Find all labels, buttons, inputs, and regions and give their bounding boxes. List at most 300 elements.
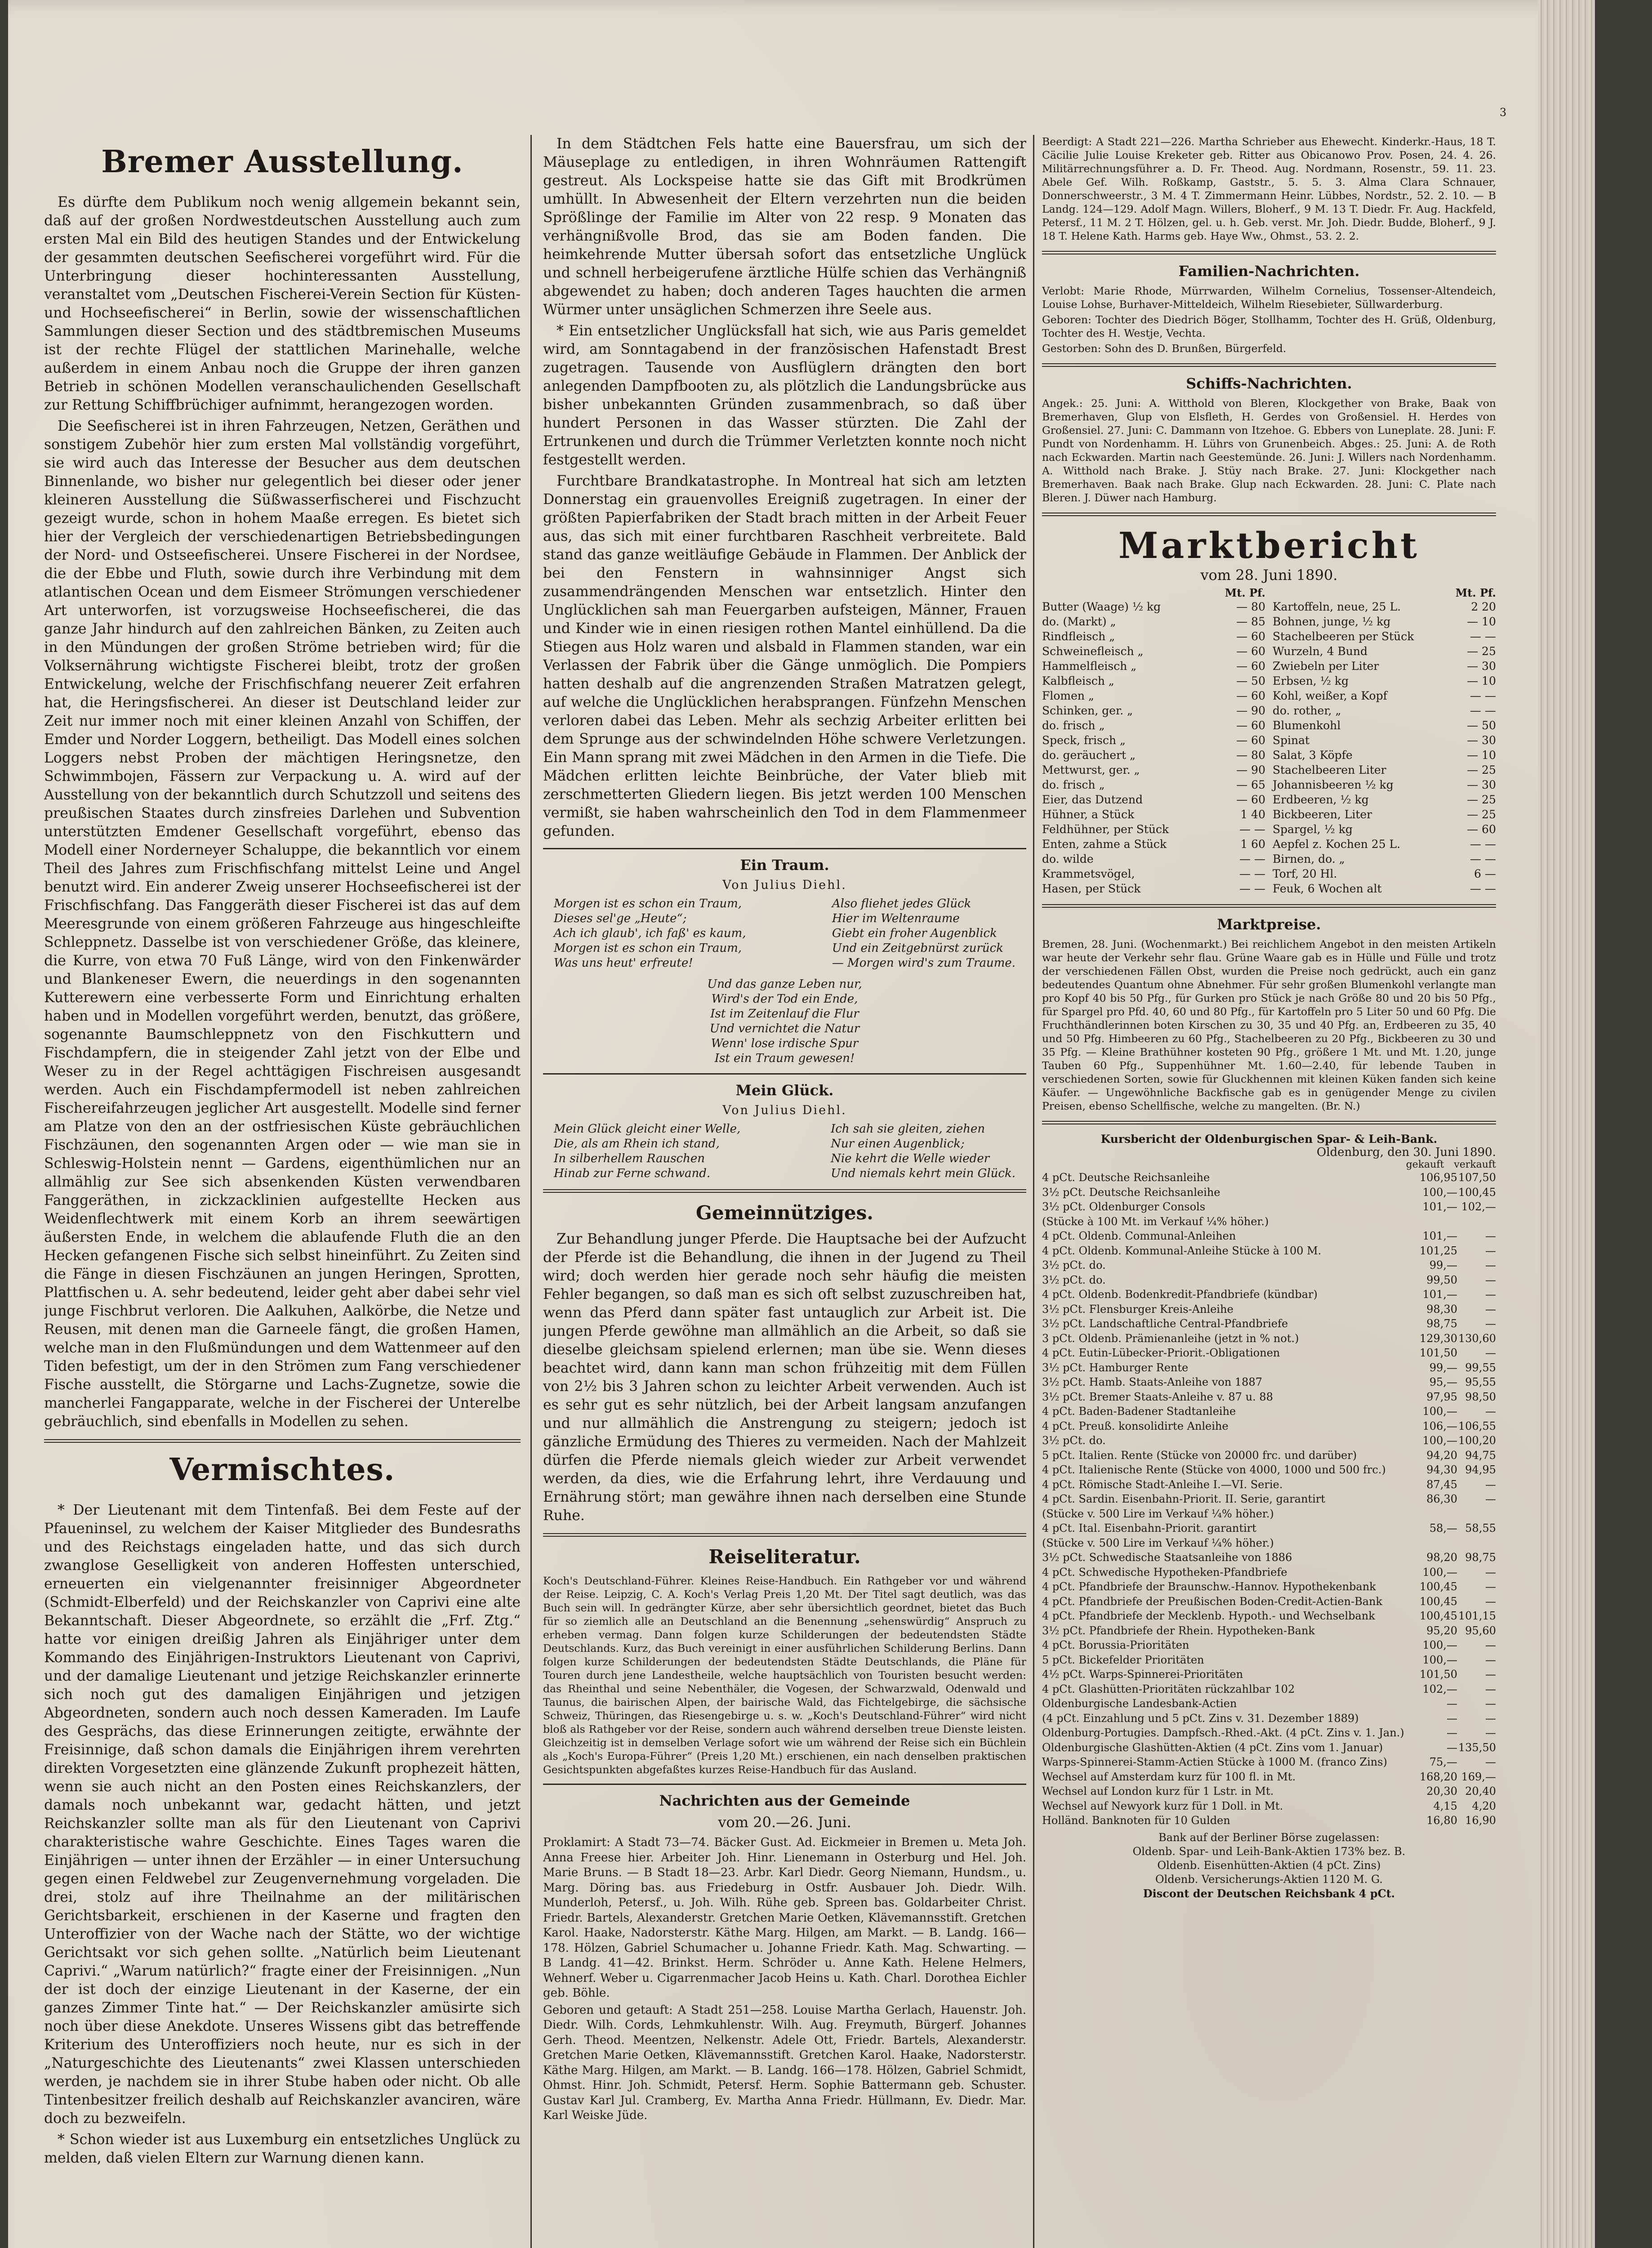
security-name: 4 pCt. Ital. Eisenbahn-Priorit. garantirt [1042,1522,1256,1534]
price-bought: 101,— [1422,1200,1457,1213]
price-sold: — [1485,1317,1496,1330]
market-row [1273,807,1496,822]
price-sold: 4,20 [1472,1799,1496,1812]
price-sold: — [1485,1347,1496,1359]
kurs-footer-line: Oldenb. Versicherungs-Aktien 1120 M. G. [1155,1873,1383,1886]
market-item: do. frisch „ [1042,719,1105,732]
price-sold: 100,20 [1458,1434,1496,1447]
vermischtes-continued [543,135,1026,841]
market-row [1042,688,1265,703]
market-price: 2 20 [1471,600,1496,613]
market-price: 1 60 [1240,838,1265,851]
security-name: 4½ pCt. Warps-Spinnerei-Prioritäten [1042,1668,1243,1681]
market-price: — 80 [1236,600,1265,613]
market-row [1273,822,1496,837]
security-name: 4 pCt. Baden-Badener Stadtanleihe [1042,1405,1236,1418]
security-name: 3½ pCt. Deutsche Reichsanleihe [1042,1186,1220,1199]
price-bought: 100,45 [1420,1610,1457,1622]
column-rule [1033,135,1034,2248]
market-item: Kalbfleisch „ [1042,674,1114,687]
price-bought: 100,45 [1420,1580,1457,1593]
security-name: 3½ pCt. do. [1042,1259,1106,1271]
market-item: Schweinefleisch „ [1042,645,1144,658]
price-sold: — [1485,1595,1496,1608]
price-sold: 98,50 [1465,1390,1496,1403]
price-sold: — [1485,1580,1496,1593]
section-divider [1042,904,1496,908]
price-bought: 100,— [1422,1639,1457,1651]
market-item: Enten, zahme a Stück [1042,838,1167,851]
bremer-ausstellung-article [44,193,521,1431]
price-bought: 75,— [1429,1756,1457,1768]
market-row [1042,852,1265,866]
market-price: — — [1470,689,1496,702]
security-name: Wechsel auf London kurz für 1 Lstr. in Mt. [1042,1785,1274,1798]
market-item: Spinat [1273,734,1310,747]
paragraph: * Ein entsetzlicher Unglücksfall hat sich, wie aus Paris gemeldet wird, am Sonntagabend in der französischen Hafenstadt Brest zugetragen. Tausende von Ausflüglern drängten den bort anlegenden Dampfbooten zu, als plötzlich die Landungsbrücke aus bisher unbekannten Gründen zusammenbrach, so daß über hundert Personen in das Wasser stürzten. Die Zahl der Ertrunkenen und durch die Trümmer Verletzten konnte noch nicht festgestellt werden. [543,323,1026,468]
market-row [1042,822,1265,837]
market-row [1042,659,1265,674]
market-row [1042,674,1265,688]
poem-left-verse: Mein Glück gleicht einer Welle, Die, als am Rhein ich stand, In silberhellem Rauschen Hinab zur Ferne schwand. [554,1122,741,1180]
market-row [1273,599,1496,614]
market-price: — — [1239,852,1265,865]
gemeinnuetziges-article [543,1230,1026,1525]
price-sold: 58,55 [1465,1522,1496,1534]
vermischtes-heading: Vermischtes. [169,1452,395,1488]
kursbericht-column-headers [1042,1159,1496,1170]
section-divider [1042,251,1496,254]
kurs-row [1042,1433,1496,1448]
price-bought: 100,— [1422,1566,1457,1579]
security-name: 3½ pCt. Bremer Staats-Anleihe v. 87 u. 88 [1042,1390,1273,1403]
market-price: — 50 [1236,674,1265,687]
kurs-row [1042,1477,1496,1492]
security-name: (Stücke v. 500 Lire im Verkauf ¼% höher.) [1042,1536,1274,1549]
price-bought: 98,75 [1426,1317,1457,1330]
market-price: — 25 [1467,808,1496,821]
price-sold: — [1485,1653,1496,1666]
kursbericht-footer [1042,1831,1496,1900]
price-bought: 106,— [1422,1419,1457,1432]
market-item: Erbsen, ½ kg [1273,674,1349,687]
market-price: — — [1239,882,1265,895]
price-sold: — [1485,1566,1496,1579]
marktpreise-text: Bremen, 28. Juni. (Wochenmarkt.) Bei reichlichem Angebot in den meisten Artikeln war heute der Verkehr sehr flau. Grüne Waare gab es in Hülle und Fülle und trotz der verschiedenen Fällen Obst, wurden die Preise noch gedrückt, auch ein ganz bedeutendes Quantum ohne Abnehmer. Für sehr großen Blumenkohl verlangte man pro Kopf 40 bis 50 Pfg., für Gurken pro Stück je nach Größe 80 und 20 bis 50 Pfg., für Spargel pro Pfd. 40, 60 und 80 Pfg., für Kartoffeln pro 5 Liter 50 und 60 Pfg. Die Fruchthändlerinnen boten Kirschen zu 30, 35 und 40 Pfg. an, Erdbeeren zu 35, 40 und 50 Pfg. Himbeeren zu 60 Pfg., Stachelbeeren zu 20 Pfg., Bickbeeren zu 30 und 35 Pfg. — Kleine Brathühner kosteten 90 Pfg., größere 1 Mt. und Mt. 1.20, junge Tauben 60 Pfg., Suppenhühner Mt. 1.60—2.40, für lebende Tauben in verschiedenen Sorten, sowie für Gluckhennen mit kleinen Küken fanden sich keine Käufer. — Ungewöhnliche Backfische gab es in genügender Menge zu civilen Preisen, ebenso Schellfische, welche zu mangelten. (Br. N.) [1042,938,1496,1112]
kurs-row [1042,1521,1496,1536]
kurs-row [1042,1638,1496,1653]
market-row [1273,674,1496,688]
security-name: 5 pCt. Bickefelder Prioritäten [1042,1653,1204,1666]
reiseliteratur-text: Koch's Deutschland-Führer. Kleines Reise-Handbuch. Ein Rathgeber vor und während der Reise. Leipzig, C. A. Koch's Verlag Preis 1,20 Mt. Der Titel sagt deutlich, was das Buch sein will. In gedrängter Kürze, aber sehr übersichtlich geordnet, bietet das Buch für so ziemlich alle an Deutschland an die Benennung „sehenswürdig“ Anspruch zu erheben vermag. Dann folgen kurze Schilderungen der bedeutendsten Städte Deutschlands. Kurz, das Buch vereinigt in einer ausführlichen Schilderung Berlins. Dann folgen kurze Schilderungen der bedeutendsten Städte Deutschlands, die Pläne für Touren durch jene Landestheile, welche hauptsächlich von Touristen besucht werden: das Rheinthal und seine Nebenthäler, die Vogesen, der Schwarzwald, Odenwald und Taunus, die bairischen Alpen, der bairische Wald, das Fichtelgebirge, die sächsische Schweiz, Thüringen, das Riesengebirge u. s. w. „Koch's Deutschland-Führer“ wird nicht bloß als Rathgeber vor der Reise, sondern auch während derselben treue Dienste leisten. Gleichzeitig ist in demselben Verlage sofort wie um während der Reise sich ein Büchlein als „Koch's Europa-Führer“ (Preis 1,20 Mt.) erschienen, ein nach denselben praktischen Gesichtspunkten abgefaßtes kurzes Reise-Handbuch für das Ausland. [543,1574,1026,1776]
market-row [1273,644,1496,659]
paragraph: In dem Städtchen Fels hatte eine Bauersfrau, um sich der Mäuseplage zu entledigen, in ihren Wohnräumen Rattengift gestreut. Als Lockspeise hatte sie das Gift mit Brodkrümen umhüllt. In Abwesenheit der Eltern verzehrten nun die beiden Sprößlinge der Familie im Alter von 22 resp. 9 Monaten das verhängnißvolle Brod, das sie am Boden fanden. Die heimkehrende Mutter übersah sofort das entsetzliche Unglück und schnell herbeigerufene ärztliche Hülfe schien das Verhängniß abgewendet zu haben; doch anderen Tages hauchten die armen Würmer unter unsäglichen Schmerzen ihre Seele aus. [543,136,1026,318]
market-row [1042,644,1265,659]
price-bought [1419,1536,1457,1551]
kurs-row [1042,1200,1496,1214]
security-name: Wechsel auf Amsterdam kurz für 100 fl. in Mt. [1042,1770,1296,1783]
market-price: — 60 [1236,645,1265,658]
kursbericht-col-gekauft: gekauft [1406,1159,1444,1170]
page-number: 3 [1500,106,1507,119]
kurs-row [1042,1316,1496,1331]
nachrichten-date: vom 20.—26. Juni. [718,1814,851,1831]
market-item: Erdbeeren, ½ kg [1273,793,1369,806]
security-name: Wechsel auf Newyork kurz für 1 Doll. in Mt. [1042,1799,1283,1812]
kurs-row [1042,1813,1496,1828]
security-name: 3½ pCt. Flensburger Kreis-Anleihe [1042,1302,1233,1316]
kurs-row [1042,1346,1496,1360]
paragraph: Furchtbare Brandkatastrophe. In Montreal hat sich am letzten Donnerstag ein grauenvolles Ereigniß zugetragen. In einer der größten Papierfabriken der Stadt brach mitten in der Arbeit Feuer aus, das sich mit einer furchtbaren Raschheit verbreitete. Bald stand das ganze weitläufige Gebäude in Flammen. Der Anblick der bei den Fenstern in wahnsinniger Angst sich zusammendrängenden Menschen war entsetzlich. Hinter den Unglücklichen sah man Feuergarben aufsteigen, Männer, Frauen und Kinder wie in einen riesigen rothen Mantel einhüllend. Da die Stiegen aus Holz waren und alsbald in Flammen standen, war ein Verlassen der Fabrik über die Gänge unmöglich. Die Pompiers hatten deshalb auf die angrenzenden Straßen Matratzen gelegt, auf welche die Unglücklichen herabsprangen. Fünfzehn Menschen verloren dabei das Leben. Mehr als sechzig Arbeiter erlitten bei dem Sprunge aus der schwindelnden Höhe schwere Verletzungen. Ein Mann sprang mit zwei Mädchen in den Armen in die Tiefe. Die Mädchen erlitten leichte Beinbrüche, der Vater blieb mit zerschmetterten Gliedern liegen. Bis jetzt werden 100 Menschen vermißt, sie haben wahrscheinlich den Tod in dem Flammenmeer gefunden. [543,473,1026,839]
price-bought: 100,— [1422,1653,1457,1666]
kurs-row [1042,1258,1496,1273]
kurs-row [1042,1302,1496,1317]
market-item: Hasen, per Stück [1042,882,1141,895]
security-name: 4 pCt. Römische Stadt-Anleihe I.—VI. Serie. [1042,1478,1283,1491]
section-divider [1042,1121,1496,1124]
market-item: Wurzeln, 4 Bund [1273,645,1368,658]
security-name: 5 pCt. Italien. Rente (Stücke von 20000 frc. und darüber) [1042,1449,1357,1462]
price-bought: 94,20 [1426,1449,1457,1462]
kurs-footer-line: Bank auf der Berliner Börse zugelassen: [1158,1831,1380,1844]
market-item: do. (Markt) „ [1042,615,1116,628]
kursbericht-heading: Kursbericht der Oldenburgischen Spar- & Leih-Bank. [1100,1133,1438,1146]
market-price: — 60 [1236,734,1265,747]
section-divider [543,1784,1026,1785]
kurs-row [1042,1375,1496,1390]
price-sold: 169,— [1461,1770,1496,1783]
price-bought: 100,— [1422,1405,1457,1418]
market-item: Spargel, ½ kg [1273,823,1353,836]
kurs-row [1042,1755,1496,1770]
security-name: 4 pCt. Oldenb. Communal-Anleihen [1042,1230,1236,1242]
security-name: 4 pCt. Oldenb. Bodenkredit-Pfandbriefe (kündbar) [1042,1288,1318,1301]
market-row [1042,614,1265,629]
price-bought: 87,45 [1426,1478,1457,1491]
price-bought: 101,25 [1420,1244,1457,1257]
section-divider [543,1189,1026,1193]
price-sold: 107,50 [1458,1171,1496,1184]
market-price: — 30 [1467,660,1496,673]
nachrichten-heading: Nachrichten aus der Gemeinde [659,1792,910,1809]
security-name: 3½ pCt. do. [1042,1273,1106,1286]
price-sold: 106,55 [1458,1419,1496,1432]
kurs-row [1042,1419,1496,1434]
security-name: Holländ. Banknoten für 10 Gulden [1042,1814,1230,1827]
security-name: 4 pCt. Schwedische Hypotheken-Pfandbriefe [1042,1566,1287,1579]
nachrichten-text [543,1835,1026,2123]
market-item: Salat, 3 Köpfe [1273,749,1353,762]
price-bought: 95,20 [1426,1624,1457,1637]
market-item: Feldhühner, per Stück [1042,823,1169,836]
market-row [1042,763,1265,777]
poem-ein-traum-stanza-2: Und das ganze Leben nur, Wird's der Tod ein Ende, Ist im Zeitenlauf die Flur Und vernichtet die Natur Wenn' lose irdische Spur Ist ein Traum gewesen! [707,977,862,1065]
security-name: (Stücke à 100 Mt. im Verkauf ¼% höher.) [1042,1215,1269,1228]
market-item: Zwiebeln per Liter [1273,660,1379,673]
market-price: — 90 [1236,763,1265,776]
kurs-row [1042,1404,1496,1419]
market-price: — 60 [1236,793,1265,806]
market-row [1273,703,1496,718]
marktbericht-left-rows [1042,599,1265,896]
market-price: — 60 [1236,719,1265,732]
poem-ein-traum-author: Von Julius Diehl. [722,878,847,892]
kurs-row [1042,1185,1496,1200]
market-item: Torf, 20 Hl. [1273,867,1337,880]
market-row [1042,703,1265,718]
price-sold: — [1485,1273,1496,1286]
section-divider [1042,513,1496,516]
price-bought: — [1447,1697,1457,1710]
kursbericht-table [1042,1170,1496,1828]
kurs-row [1042,1667,1496,1682]
kurs-row [1042,1287,1496,1302]
kurs-row [1042,1360,1496,1375]
market-price: 1 40 [1240,808,1265,821]
market-row [1042,629,1265,644]
market-row [1273,777,1496,792]
price-bought: 16,80 [1426,1814,1457,1827]
poem-mein-glueck-title: Mein Glück. [735,1082,834,1099]
security-name: Oldenburg-Portugies. Dampfsch.-Rhed.-Akt. (4 pCt. Zins v. 1. Jan.) [1042,1726,1404,1739]
familien-text [1042,284,1496,355]
market-price: — 25 [1467,645,1496,658]
kurs-row [1042,1463,1496,1477]
market-row [1042,837,1265,852]
marktbericht-unit-header: Mt. Pf. [1455,586,1496,599]
paragraph: Gestorben: Sohn des D. Brunßen, Bürgerfeld. [1042,342,1287,355]
security-name: 3½ pCt. do. [1042,1434,1106,1447]
market-item: do. wilde [1042,852,1094,865]
price-bought: 98,20 [1426,1551,1457,1564]
kurs-row [1042,1653,1496,1668]
price-bought: 94,30 [1426,1463,1457,1476]
security-name: 3½ pCt. Hamburger Rente [1042,1361,1189,1374]
poem-right-verse: Also fliehet jedes Glück Hier im Weltenraume Giebt ein froher Augenblick Und ein Zeitgebnürst zurück — Morgen wird's zum Traume. [832,897,1015,970]
price-sold [1457,1507,1496,1521]
kurs-row [1042,1229,1496,1244]
newspaper-page [8,0,1595,2248]
bremer-ausstellung-heading: Bremer Ausstellung. [101,144,463,180]
kurs-row [1042,1536,1496,1551]
market-price: — 60 [1236,689,1265,702]
security-name: (Stücke v. 500 Lire im Verkauf ¼% höher.) [1042,1507,1274,1520]
paragraph: Es dürfte dem Publikum noch wenig allgemein bekannt sein, daß auf der großen Nordwestdeutschen Ausstellung auch zum ersten Mal ein Bild des heutigen Standes und der Entwickelung der gesammten deutschen Seefischerei vorgeführt wird. Für die Unterbringung dieser hochinteressanten Ausstellung, veranstaltet vom „Deutschen Fischerei-Verein Section für Küsten- und Hochseefischerei“ in Berlin, sowie der wissenschaftlichen Sammlungen dieser Section und des städtbremischen Museums ist der rechte Flügel der stattlichen Marinehalle, welche außerdem in einem Anbau noch die Gruppe der ihren ganzen Betrieb in schönen Modellen veranschaulichenden Gesellschaft zur Rettung Schiffbrüchiger aufnimmt, herangezogen worden. [44,194,521,413]
market-item: do. rother, „ [1273,704,1341,717]
kurs-row [1042,1770,1496,1784]
kurs-row [1042,1711,1496,1726]
price-sold: — [1485,1697,1496,1710]
kurs-row [1042,1682,1496,1697]
security-name: 4 pCt. Pfandbriefe der Braunschw.-Hannov. Hypothekenbank [1042,1580,1376,1593]
price-bought: 168,20 [1420,1770,1457,1783]
price-sold: 95,55 [1465,1376,1496,1388]
price-bought: 99,— [1429,1259,1457,1271]
market-price: — 60 [1467,823,1496,836]
price-bought: 20,30 [1426,1785,1457,1798]
price-sold: 94,95 [1465,1463,1496,1476]
marktpreise-heading: Marktpreise. [1217,916,1321,933]
price-bought: 101,— [1422,1288,1457,1301]
kurs-row [1042,1331,1496,1346]
marktbericht-right-column [1273,586,1496,896]
price-bought: 58,— [1429,1522,1457,1534]
price-sold: 95,60 [1465,1624,1496,1637]
market-price: — 50 [1467,719,1496,732]
market-row [1273,866,1496,881]
market-item: Feuk, 6 Wochen alt [1273,882,1382,895]
market-price: — 25 [1467,763,1496,776]
market-price: — — [1470,704,1496,717]
price-sold: — [1485,1478,1496,1491]
paragraph: * Der Lieutenant mit dem Tintenfaß. Bei dem Feste auf der Pfaueninsel, zu welchem der Kaiser Mitglieder des Bundesraths und des Reichstags eingeladen hatte, und das sich durch zwanglose Geselligkeit von anderen Hoffesten unterschied, erneuerten ein vielgenannter freisinniger Abgeordneter (Schmidt-Elberfeld) und der Reichskanzler von Caprivi eine alte Bekanntschaft. Dieser Abgeordnete, so erzählt die „Frf. Ztg.“ hatte vor einigen dreißig Jahren als Einjähriger unter dem Kommando des Einjährigen-Instruktors Lieutenant von Caprivi, und der damalige Lieutenant und jetzige Reichskanzler erinnerte sich noch gut des damaligen Einjährigen und jetzigen Abgeordneten, sondern auch noch dessen Kameraden. Im Laufe des Gesprächs, das diese Erinnerungen zeitigte, erwähnte der Freisinnige, daß schon damals die Einjährigen ihrem verehrten direkten Vorgesetzten eine glänzende Zukunft prophezeit hätten, wenn sie auch nicht an den Posten eines Reichskanzlers, der damals noch unbekannt war, gedacht hätten, und jetzt Reichskanzler sollte man als für den Lieutenant von Caprivi charakteristische wahre Geschichte. Eines Tages waren die Einjährigen — unter ihnen der Erzähler — in einer Untersuchung gegen einen Feldwebel zur Zeugenvernehmung vorgeladen. Die drei, stolz auf ihre Theilnahme an der militärischen Gerichtsbarkeit, erschienen in der Kaserne und fragten den Unteroffizier von der Wache nach der Stätte, wo der wichtige Gerichtsakt vor sich gehen sollte. „Natürlich beim Lieutenant Caprivi.“ „Warum natürlich?“ fragte einer der Freisinnigen. „Nun der ist doch der einzige Lieutenant in der Kaserne, der ein ganzes Zimmer Tinte hat.“ — Der Reichskanzler amüsirte sich noch über diese Anekdote. Unseres Wissens gibt das betreffende Kriterium des Unteroffiziers noch heute, nur es sich in der „Naturgeschichte des Lieutenants“ zwei Klassen unterschieden werden, je nachdem sie in ihrer Stube haben oder nicht. Ob alle Tintenbesitzer freilich deshalb auf Reichskanzler avanciren, wäre doch zu bezweifeln. [44,1502,521,2127]
section-divider [543,848,1026,849]
security-name: 4 pCt. Oldenb. Kommunal-Anleihe Stücke à 100 M. [1042,1244,1322,1257]
price-bought: 99,— [1429,1361,1457,1374]
kurs-row [1042,1214,1496,1229]
price-sold: 130,60 [1458,1332,1496,1345]
column-2 [543,135,1026,2248]
kurs-row [1042,1609,1496,1624]
paragraph: Geboren und getauft: A Stadt 251—258. Louise Martha Gerlach, Hauenstr. Joh. Diedr. Wilh. Cords, Lehmkuhlenstr. Wilh. Aug. Freymuth, Bürgerf. Johannes Gerh. Theod. Meentzen, Nelkenstr. Adele Ott, Friedr. Bartels, Alexanderstr. Gretchen Marie Oetken, Klävemannsstift. Gretchen Karol. Haake, Nadorsterstr. Käthe Marg. Hilgen, am Markt. — B. Landg. 166—178. Hölzen, Gabriel Schmidt, Ohmst. Hinr. Joh. Schmidt, Petersf. Herm. Sophie Battermann geb. Schuster. Gustav Karl Jul. Cramberg, Ev. Martha Anna Friedr. Hüllmann, Ev. Diedr. Mar. Karl Weiske Jüde. [543,2003,1026,2122]
market-price: — 85 [1236,615,1265,628]
kurs-row [1042,1784,1496,1799]
price-bought: 4,15 [1433,1799,1457,1812]
market-item: Hammelfleisch „ [1042,660,1137,673]
book-page-edges [1538,0,1595,2248]
price-bought: 106,95 [1420,1171,1457,1184]
paragraph: Geboren: Tochter des Diedrich Böger, Stollhamm, Tochter des H. Grüß, Oldenburg, Tochter des H. Westje, Vechta. [1042,313,1496,339]
market-row [1042,881,1265,896]
kursbericht-col-verkauft: verkauft [1454,1159,1496,1170]
market-price: — — [1470,882,1496,895]
market-item: Butter (Waage) ½ kg [1042,600,1161,613]
market-row [1273,659,1496,674]
price-sold: — [1485,1712,1496,1725]
kurs-row [1042,1726,1496,1740]
security-name: 4 pCt. Pfandbriefe der Mecklenb. Hypoth.- und Wechselbank [1042,1610,1375,1622]
security-name: 4 pCt. Preuß. konsolidirte Anleihe [1042,1419,1229,1432]
kurs-row [1042,1273,1496,1288]
marktbericht-left-column [1042,586,1265,896]
market-item: Blumenkohl [1273,719,1341,732]
kursbericht-place-date: Oldenburg, den 30. Juni 1890. [1317,1146,1496,1159]
price-sold: — [1485,1230,1496,1242]
price-bought: 101,— [1422,1230,1457,1242]
market-item: Speck, frisch „ [1042,734,1126,747]
market-item: Bohnen, junge, ½ kg [1273,615,1391,628]
security-name: 4 pCt. Deutsche Reichsanleihe [1042,1171,1210,1184]
price-bought: — [1447,1712,1457,1725]
market-price: — 10 [1467,674,1496,687]
market-item: Kohl, weißer, a Kopf [1273,689,1387,702]
market-price: — — [1470,838,1496,851]
market-price: — 10 [1467,615,1496,628]
price-sold: — [1485,1756,1496,1768]
price-sold: — [1485,1682,1496,1695]
price-bought: 100,— [1422,1186,1457,1199]
paragraph: * Schon wieder ist aus Luxemburg ein entsetzliches Unglück zu melden, daß vielen Eltern zur Warnung dienen kann. [44,2132,521,2166]
security-name: Oldenburgische Glashütten-Aktien (4 pCt. Zins vom 1. Januar) [1042,1741,1383,1754]
price-sold: 99,55 [1465,1361,1496,1374]
market-row [1042,792,1265,807]
kurs-row [1042,1624,1496,1638]
marktbericht-unit-header: Mt. Pf. [1225,586,1265,599]
market-price: — — [1239,823,1265,836]
familien-heading: Familien-Nachrichten. [1178,263,1360,280]
market-price: — 25 [1467,793,1496,806]
market-price: — 30 [1467,734,1496,747]
kurs-row [1042,1390,1496,1405]
market-row [1042,777,1265,792]
market-item: Bickbeeren, Liter [1273,808,1372,821]
security-name: 4 pCt. Pfandbriefe der Preußischen Boden-Credit-Actien-Bank [1042,1595,1383,1608]
security-name: 3 pCt. Oldenb. Prämienanleihe (jetzt in % not.) [1042,1332,1299,1345]
market-row [1273,748,1496,763]
price-bought: 100,— [1422,1434,1457,1447]
kurs-footer-line: Discont der Deutschen Reichsbank 4 pCt. [1143,1887,1395,1900]
price-sold: — [1485,1288,1496,1301]
price-bought: 97,95 [1426,1390,1457,1403]
poem-right-verse: Ich sah sie gleiten, ziehen Nur einen Augenblick; Nie kehrt die Welle wieder Und niemals kehrt mein Glück. [831,1122,1015,1180]
price-sold: — [1485,1405,1496,1418]
market-row [1042,599,1265,614]
market-item: do. frisch „ [1042,778,1105,791]
market-item: Krammetsvögel, [1042,867,1135,880]
market-price: — 80 [1236,749,1265,762]
market-row [1273,792,1496,807]
market-item: do. geräuchert „ [1042,749,1136,762]
security-name: 3½ pCt. Pfandbriefe der Rhein. Hypotheken-Bank [1042,1624,1315,1637]
security-name: 3½ pCt. Oldenburger Consols [1042,1200,1206,1213]
price-bought: — [1447,1741,1457,1754]
security-name: 4 pCt. Italienische Rente (Stücke von 4000, 1000 und 500 frc.) [1042,1463,1386,1476]
kurs-row [1042,1448,1496,1463]
market-price: — 60 [1236,660,1265,673]
market-row [1273,688,1496,703]
paragraph: Verlobt: Marie Rhode, Mürrwarden, Wilhelm Cornelius, Tossenser-Altendeich, Louise Lohse, Burhaver-Mitteldeich, Wilhelm Riesebieter, Süllwarderburg. [1042,285,1496,311]
price-bought: 101,50 [1420,1347,1457,1359]
vermischtes-article [44,1501,521,2168]
paragraph: Proklamirt: A Stadt 73—74. Bäcker Gust. Ad. Eickmeier in Bremen u. Meta Joh. Anna Freese hier. Arbeiter Joh. Hinr. Lienemann in Osterburg und Hel. Joh. Marie Bruns. — B Stadt 18—23. Arbr. Karl Diedr. Georg Niemann, Hundsm., u. Marg. Döring bas. aus Friedeburg in Ostfr. Ausbauer Joh. Diedr. Wilh. Munderloh, Petersf., u. Joh. Wilh. Rühe geb. Spreen bas. Goldarbeiter Christ. Friedr. Bartels, Alexanderstr. Gretchen Marie Oetken, Klävemannsstift. Gretchen Karol. Haake, Nadorsterstr. Käthe Marg. Hilgen, am Markt. — B. Landg. 166—178. Hölzen, Gabriel Schumacher u. Johanne Friedr. Kath. Mag. Schwarting. — B Landg. 41—42. Brinkst. Herm. Schröder u. Anne Kath. Helene Helmers, Wehnerf. Weber u. Cigarrenmacher Jacob Heins u. Kath. Charl. Dorothea Eichler geb. Böhle. [543,1836,1026,2000]
price-bought [1419,1214,1457,1229]
reiseliteratur-heading: Reiseliteratur. [708,1546,861,1568]
section-divider [543,1533,1026,1537]
price-bought: 102,— [1422,1682,1457,1695]
security-name: 3½ pCt. Landschaftliche Central-Pfandbriefe [1042,1317,1288,1330]
price-sold: — [1485,1259,1496,1271]
market-row [1273,837,1496,852]
paragraph: Zur Behandlung junger Pferde. Die Hauptsache bei der Aufzucht der Pferde ist die Behandlung, die ihnen in der Jugend zu Theil wird; doch werden hier gerade noch sehr häufig die meisten Fehler begangen, so daß man es sich oft selbst zuzuschreiben hat, wenn das Pferd dann später fast untauglich zur Arbeit ist. Die jungen Pferde gewöhne man allmählich an die Arbeit, so daß sie dieselbe gleichsam spielend erlernen; man übe sie. Wenn dieses beachtet wird, dann kann man schon frühzeitig mit dem Füllen von 2½ bis 3 Jahren schon zu leichter Arbeit verwenden. Auch ist es sehr gut es sehr nützlich, bei der Arbeit langsam anzufangen und nur allmählich die Anstrengung zu steigern; jedoch ist gänzliche Ermüdung des Thieres zu vermeiden. Nach der Mahlzeit dürfen die Pferde niemals gleich wieder zur Arbeit verwendet werden, da dies, wie die Erfahrung lehrt, ihre Verdauung und Ernährung stört; man gewähre ihnen nach derselben eine Stunde Ruhe. [543,1231,1026,1524]
price-sold: — [1485,1726,1496,1739]
price-sold: — [1485,1639,1496,1651]
market-price: — — [1239,867,1265,880]
price-sold [1457,1214,1496,1229]
market-price: — 90 [1236,704,1265,717]
kurs-row [1042,1740,1496,1755]
market-row [1273,629,1496,644]
security-name: 4 pCt. Borussia-Prioritäten [1042,1639,1189,1651]
security-name: Oldenburgische Landesbank-Actien [1042,1697,1237,1710]
market-row [1273,718,1496,733]
market-item: Aepfel z. Kochen 25 L. [1273,838,1401,851]
section-divider [44,1439,521,1443]
gemeinnuetziges-heading: Gemeinnütziges. [696,1202,873,1224]
market-item: Schinken, ger. „ [1042,704,1133,717]
market-item: Stachelbeeren per Stück [1273,630,1414,643]
market-price: — 10 [1467,749,1496,762]
schiffs-heading: Schiffs-Nachrichten. [1186,375,1352,392]
